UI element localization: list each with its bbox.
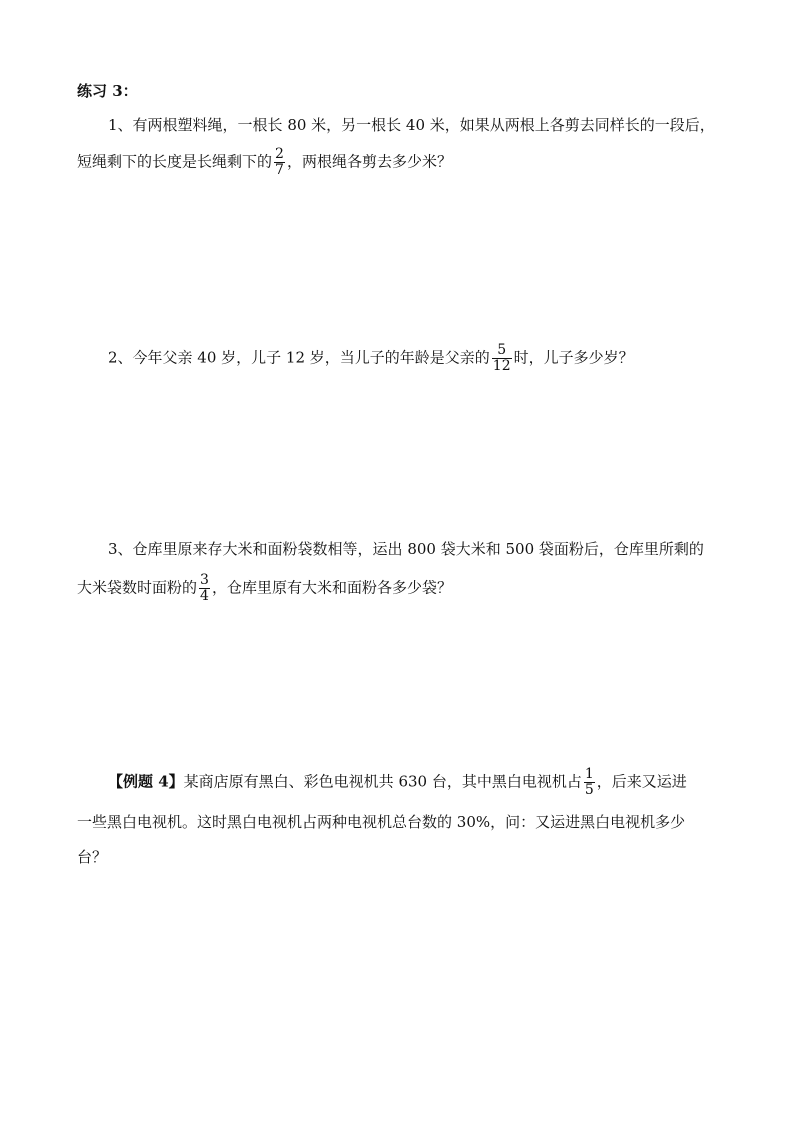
fraction-5-12 — [492, 343, 512, 374]
section-title: 练习 3： — [77, 82, 138, 100]
problem-2-text-a: 2、今年父亲 40 岁，儿子 12 岁，当儿子的年龄是父亲的 — [108, 348, 490, 367]
problem-1-text-a: 短绳剩下的长度是长绳剩下的 — [77, 152, 273, 171]
problem-2-line-1 — [108, 342, 634, 374]
fraction-2-7 — [274, 147, 285, 178]
problem-3-text-a: 大米袋数时面粉的 — [77, 578, 198, 597]
problem-1-line-2 — [77, 146, 452, 178]
example-4-line-2: 一些黑白电视机。这时黑白电视机占两种电视机总台数的 30%，问：又运进黑白电视机多少 — [77, 813, 686, 831]
example-label: 【例题 4】 — [108, 772, 184, 791]
fraction-3-4 — [199, 573, 210, 604]
problem-1-line-1: 1、有两根塑料绳，一根长 80 米，另一根长 40 米，如果从两根上各剪去同样长的一段后， — [108, 116, 715, 134]
fraction-denominator: 12 — [492, 358, 511, 374]
fraction-1-5 — [584, 767, 595, 798]
problem-3-line-2 — [77, 572, 452, 604]
example-4-line-1 — [108, 766, 687, 798]
fraction-denominator: 5 — [584, 782, 594, 798]
problem-3-text-b: ，仓库里原有大米和面粉各多少袋？ — [211, 578, 452, 597]
fraction-numerator: 3 — [200, 572, 209, 588]
example-4-line-3: 台？ — [77, 848, 108, 866]
example-4-text-a: 某商店原有黑白、彩色电视机共 630 台，其中黑白电视机占 — [183, 772, 582, 791]
problem-2-text-b: 时，儿子多少岁？ — [513, 348, 634, 367]
fraction-denominator: 7 — [275, 162, 284, 178]
fraction-numerator: 2 — [275, 146, 284, 162]
fraction-numerator: 1 — [584, 766, 594, 782]
example-4-text-b: ，后来又运进 — [596, 772, 687, 791]
problem-3-line-1: 3、仓库里原来存大米和面粉袋数相等，运出 800 袋大米和 500 袋面粉后，仓库里所剩的 — [108, 540, 704, 558]
fraction-denominator: 4 — [200, 588, 209, 604]
problem-1-text-b: ，两根绳各剪去多少米？ — [286, 152, 452, 171]
fraction-numerator: 5 — [492, 343, 512, 359]
